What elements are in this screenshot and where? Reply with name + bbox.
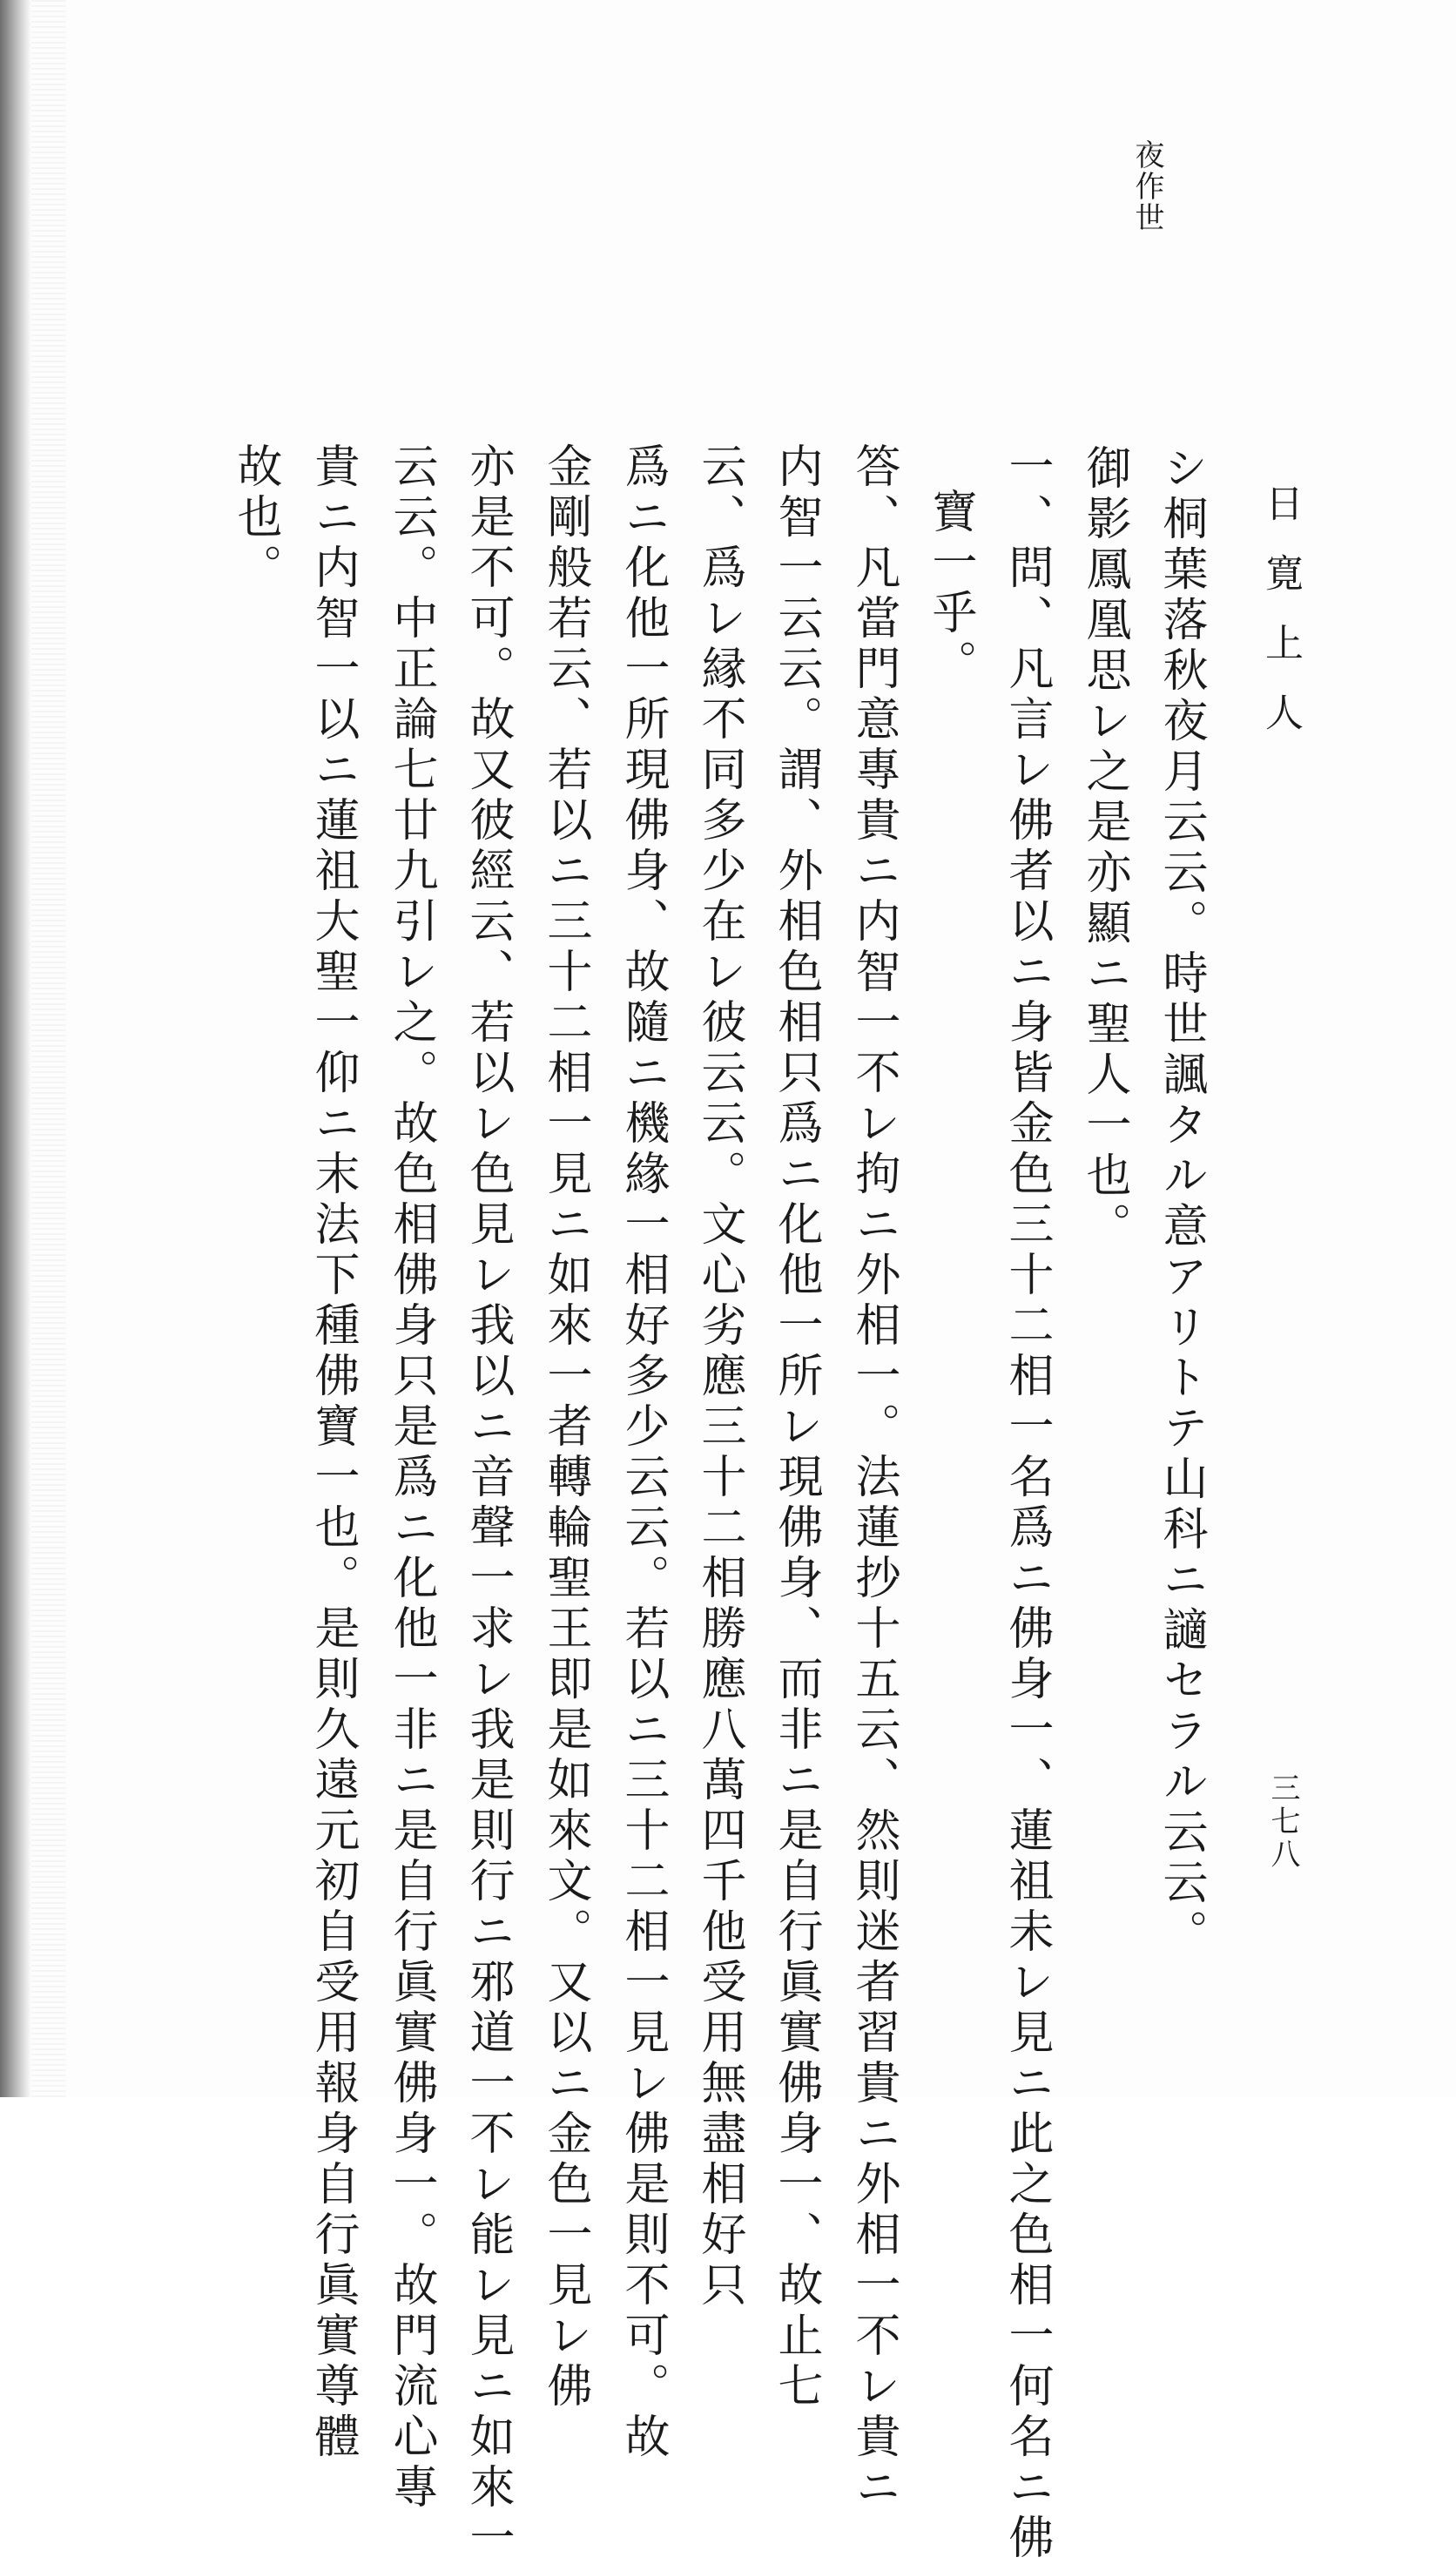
text-line: 云云。中正論七廿九引レ之。故色相佛身只是爲ニ化他一非ニ是自行眞實佛身一。故門流心專: [385, 442, 437, 2513]
page-number: 三七八: [1265, 1772, 1300, 1872]
text-line: 金剛般若云、若以ニ三十二相一見ニ如來一者轉輪聖王即是如來文。又以ニ金色一見レ佛: [539, 442, 591, 2412]
text-line: 故也。: [229, 442, 281, 594]
running-title: 日寛上人: [1258, 483, 1303, 762]
header-note: 夜作世: [1129, 139, 1164, 233]
text-line: 内智一云云。謂、外相色相只爲ニ化他一所レ現佛身、而非ニ是自行眞實佛身一、故止七: [770, 442, 822, 2412]
binding-shadow: [0, 0, 31, 2097]
text-line: 御影鳳凰思レ之是亦顯ニ聖人一也。: [1078, 444, 1130, 1252]
text-line: 寶一乎。: [924, 488, 976, 690]
text-line: 一、問、凡言レ佛者以ニ身皆金色三十二相一名爲ニ佛身一、蓮祖未レ見ニ此之色相一何名ニ佛: [1001, 442, 1053, 2564]
text-line: 云、爲レ縁不同多少在レ彼云云。文心劣應三十二相勝應八萬四千他受用無盡相好只: [693, 442, 745, 2311]
text-line: シ桐葉落秋夜月云云。時世諷タル意アリトテ山科ニ讁セラル云云。: [1155, 444, 1207, 1960]
text-line: 答、凡當門意專貴ニ内智一不レ拘ニ外相一。法蓮抄十五云、然則迷者習貴ニ外相一不レ貴ニ: [847, 442, 900, 2513]
text-line: 貴ニ内智一以ニ蓮祖大聖一仰ニ末法下種佛寶一也。是則久遠元初自受用報身自行眞實尊體: [307, 442, 359, 2463]
binding-texture: [31, 0, 66, 2097]
text-line: 亦是不可。故又彼經云、若以レ色見レ我以ニ音聲一求レ我是則行ニ邪道一不レ能レ見ニ如來一: [462, 442, 514, 2564]
text-line: 爲ニ化他一所現佛身、故隨ニ機緣一相好多少云云。若以ニ三十二相一見レ佛是則不可。故: [617, 442, 669, 2463]
